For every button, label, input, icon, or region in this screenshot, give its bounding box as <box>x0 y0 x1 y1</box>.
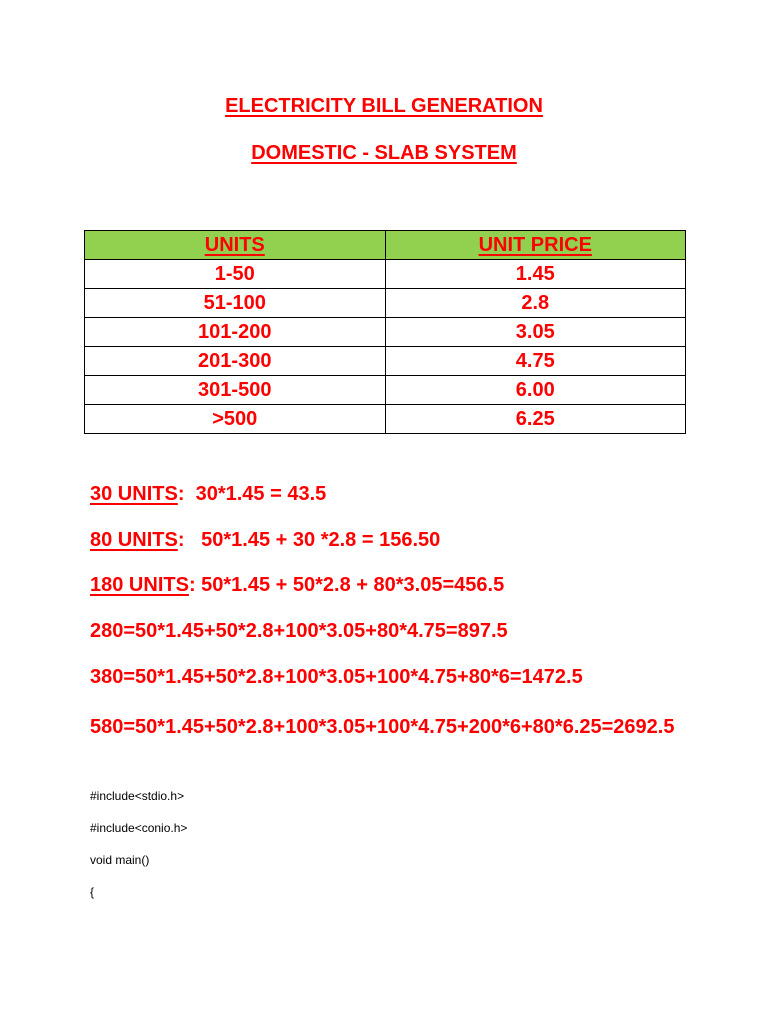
calculation-label: 30 UNITS <box>90 483 178 505</box>
unit-price-cell: 6.00 <box>385 376 686 405</box>
table-row <box>85 289 686 318</box>
calculation-separator: : <box>177 529 202 551</box>
unit-price-cell: 2.8 <box>385 289 686 318</box>
calculation-label: 180 UNITS <box>90 574 189 596</box>
units-cell: >500 <box>85 405 386 434</box>
table-row <box>85 318 686 347</box>
slab-rate-table <box>84 230 686 434</box>
table-row <box>85 376 686 405</box>
units-cell: 301-500 <box>85 376 386 405</box>
calculation-expression: 50*1.45 + 50*2.8 + 80*3.05=456.5 <box>201 574 505 596</box>
calculation-separator: : <box>177 483 196 505</box>
calculation-label: 80 UNITS <box>90 529 178 551</box>
unit-price-cell: 4.75 <box>385 347 686 376</box>
calculation-line <box>90 573 504 597</box>
calculation-expression: 380=50*1.45+50*2.8+100*3.05+100*4.75+80*6=1472.5 <box>90 666 583 688</box>
calculation-expression: 580=50*1.45+50*2.8+100*3.05+100*4.75+200*6+80*6.25=2692.5 <box>90 716 675 738</box>
code-line: #include<conio.h> <box>90 821 188 835</box>
units-cell: 1-50 <box>85 260 386 289</box>
calculation-separator: : <box>188 574 202 596</box>
calculation-line <box>90 665 583 689</box>
units-cell: 101-200 <box>85 318 386 347</box>
document-title: ELECTRICITY BILL GENERATION <box>225 95 543 117</box>
calculation-expression: 50*1.45 + 30 *2.8 = 156.50 <box>201 529 441 551</box>
column-header-units: UNITS <box>85 231 386 260</box>
column-header-unit-price: UNIT PRICE <box>385 231 686 260</box>
calculation-expression: 30*1.45 = 43.5 <box>195 483 327 505</box>
unit-price-cell: 1.45 <box>385 260 686 289</box>
calculation-line <box>90 619 508 643</box>
unit-price-cell: 3.05 <box>385 318 686 347</box>
table-row <box>85 260 686 289</box>
table-row <box>85 405 686 434</box>
calculation-expression: 280=50*1.45+50*2.8+100*3.05+80*4.75=897.5 <box>90 620 508 642</box>
table-row <box>85 347 686 376</box>
units-cell: 51-100 <box>85 289 386 318</box>
units-cell: 201-300 <box>85 347 386 376</box>
calculation-line <box>90 528 440 552</box>
table-header-row <box>85 231 686 260</box>
calculation-line <box>90 711 690 743</box>
code-line: { <box>90 885 95 899</box>
unit-price-cell: 6.25 <box>385 405 686 434</box>
document-subtitle: DOMESTIC - SLAB SYSTEM <box>251 142 517 164</box>
code-line: void main() <box>90 853 150 867</box>
code-line: #include<stdio.h> <box>90 789 185 803</box>
calculation-line <box>90 482 326 506</box>
